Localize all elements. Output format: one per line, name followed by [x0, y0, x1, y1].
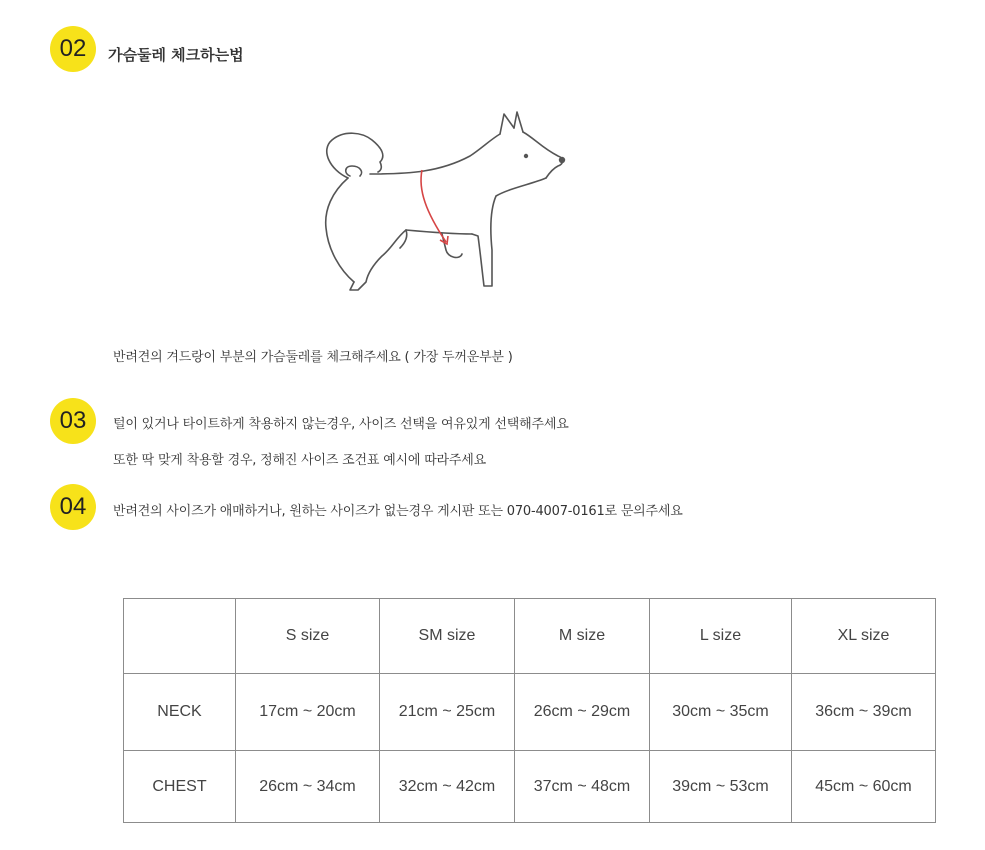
size-chart-table	[123, 598, 936, 823]
table-cell: 17cm ~ 20cm	[236, 674, 380, 751]
table-cell: 30cm ~ 35cm	[650, 674, 792, 751]
table-header-xl: XL size	[792, 599, 936, 674]
table-cell: 36cm ~ 39cm	[792, 674, 936, 751]
table-cell: 26cm ~ 29cm	[515, 674, 650, 751]
table-cell: 32cm ~ 42cm	[380, 751, 515, 823]
step-badge-04: 04	[50, 484, 96, 530]
step-badge-02: 02	[50, 26, 96, 72]
table-cell: 39cm ~ 53cm	[650, 751, 792, 823]
table-row-neck	[124, 674, 936, 751]
table-header-m: M size	[515, 599, 650, 674]
table-header-corner	[124, 599, 236, 674]
table-cell: 45cm ~ 60cm	[792, 751, 936, 823]
table-header-sm: SM size	[380, 599, 515, 674]
size-tip-line-2: 또한 딱 맞게 착용할 경우, 정해진 사이즈 조건표 예시에 따라주세요	[113, 453, 486, 468]
contact-info-line: 반려견의 사이즈가 애매하거나, 원하는 사이즈가 없는경우 게시판 또는 070-4007-0161로 문의주세요	[113, 504, 683, 519]
size-tip-line-1: 털이 있거나 타이트하게 착용하지 않는경우, 사이즈 선택을 여유있게 선택해주세요	[113, 417, 569, 432]
chest-measure-description: 반려견의 겨드랑이 부분의 가슴둘레를 체크해주세요 ( 가장 두꺼운부분 )	[113, 350, 513, 365]
step-badge-03: 03	[50, 398, 96, 444]
table-cell: 37cm ~ 48cm	[515, 751, 650, 823]
row-label-neck: NECK	[124, 674, 236, 751]
table-row-chest	[124, 751, 936, 823]
table-cell: 21cm ~ 25cm	[380, 674, 515, 751]
dog-measurement-illustration	[310, 100, 580, 300]
section-title-chest-measure: 가슴둘레 체크하는법	[108, 46, 244, 64]
table-cell: 26cm ~ 34cm	[236, 751, 380, 823]
table-header-row	[124, 599, 936, 674]
row-label-chest: CHEST	[124, 751, 236, 823]
table-header-s: S size	[236, 599, 380, 674]
table-header-l: L size	[650, 599, 792, 674]
